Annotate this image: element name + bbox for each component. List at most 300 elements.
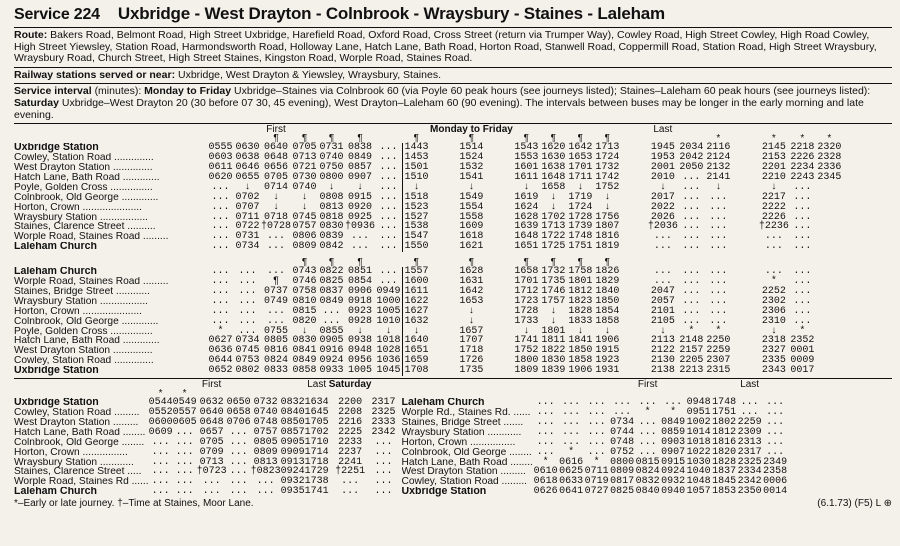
time-cell: 0734 xyxy=(610,416,635,428)
time-cell: 1738 xyxy=(304,476,329,488)
time-cell: ... xyxy=(322,305,341,317)
time-cell: 0905 xyxy=(280,436,305,448)
time-cell: ... xyxy=(341,476,360,488)
time-cell: ... xyxy=(211,231,230,243)
mf-header-cell xyxy=(375,125,403,134)
time-cell: ... xyxy=(793,181,812,193)
time-cell: ... xyxy=(709,231,728,243)
time-cell xyxy=(816,203,843,213)
stop-name: Staines, Clarence Street .......... xyxy=(14,222,156,233)
time-cell: 1748 xyxy=(712,397,737,409)
time-cell: 1758 xyxy=(568,266,593,278)
time-cell: ... xyxy=(256,476,275,488)
time-cell: 2250 xyxy=(706,335,731,347)
stop-name: West Drayton Station ......... xyxy=(14,417,139,428)
time-cell: ↓ xyxy=(357,325,364,337)
time-cell: 1816 xyxy=(595,231,620,243)
time-cell: 1811 xyxy=(541,335,566,347)
time-cell: 0610 xyxy=(533,466,558,478)
time-cell: ... xyxy=(682,201,701,213)
stop-name: Wraysbury Station ............ xyxy=(14,457,134,468)
time-cell: ... xyxy=(211,305,230,317)
time-cell: 1819 xyxy=(595,241,620,253)
time-cell: ... xyxy=(211,211,230,223)
time-cell: 0730 xyxy=(292,171,317,183)
time-cell: ... xyxy=(151,486,170,498)
time-cell xyxy=(732,213,759,223)
time-cell: 0732 xyxy=(253,397,278,409)
time-cell: †2251 xyxy=(335,466,366,478)
time-cell: ... xyxy=(211,315,230,327)
time-cell: 0916 xyxy=(319,345,344,357)
time-cell: 1708 xyxy=(404,365,429,377)
time-cell: 1628 xyxy=(514,211,539,223)
stop-name: Staines, Clarence Street ..... xyxy=(14,467,142,478)
time-cell: 1729 xyxy=(304,466,329,478)
mf-header-cell xyxy=(234,125,261,134)
journey-mark: ¶ xyxy=(413,133,419,145)
time-cell xyxy=(621,317,648,327)
time-cell: 0800 xyxy=(319,171,344,183)
time-cell: 2157 xyxy=(679,345,704,357)
time-cell: ... xyxy=(151,466,170,478)
time-cell: ... xyxy=(374,446,393,458)
time-cell xyxy=(621,366,648,376)
time-cell: 1557 xyxy=(404,266,429,278)
stop-name: Hatch Lane, Bath Road ........ xyxy=(14,427,146,438)
time-cell: 1501 xyxy=(404,161,429,173)
time-cell: ... xyxy=(229,436,248,448)
time-cell: ↓ xyxy=(468,315,475,327)
time-cell: 0748 xyxy=(253,416,278,428)
time-cell: ... xyxy=(267,241,286,253)
time-cell: 0905 xyxy=(319,335,344,347)
time-cell: ... xyxy=(379,152,398,164)
time-cell: 0858 xyxy=(292,365,317,377)
time-cell: 2313 xyxy=(737,436,762,448)
mf-header-cell xyxy=(678,125,705,134)
time-cell: 1752 xyxy=(514,345,539,357)
time-cell: 0544 xyxy=(148,397,173,409)
route-description xyxy=(14,30,892,65)
time-cell: 2201 xyxy=(761,161,786,173)
time-cell: 0632 xyxy=(199,397,224,409)
time-cell: 1653 xyxy=(568,152,593,164)
time-cell: 1659 xyxy=(404,355,429,367)
time-cell: †0936 xyxy=(345,221,376,233)
time-cell: 1822 xyxy=(541,345,566,357)
time-cell: †0723 xyxy=(196,466,227,478)
time-cell: ... xyxy=(766,416,785,428)
time-cell: 0809 xyxy=(292,241,317,253)
time-cell: ... xyxy=(682,266,701,278)
time-cell: 1622 xyxy=(404,295,429,307)
time-cell xyxy=(816,183,843,193)
sat-header-cell: First xyxy=(637,379,658,391)
time-cell: 2226 xyxy=(790,152,815,164)
time-cell: ↓ xyxy=(301,325,308,337)
time-cell: ↓ xyxy=(523,325,530,337)
time-cell: ... xyxy=(562,407,581,418)
time-cell: ... xyxy=(709,191,728,203)
journey-mark: ¶ xyxy=(301,257,308,269)
time-cell: 1645 xyxy=(304,407,329,418)
time-cell: 2213 xyxy=(679,365,704,377)
time-cell xyxy=(732,327,759,337)
time-cell: ... xyxy=(653,231,672,243)
time-cell: 2349 xyxy=(763,456,788,468)
time-cell: ... xyxy=(709,266,728,278)
stop-name: Cowley, Station Road ......... xyxy=(401,477,528,488)
time-cell: 0006 xyxy=(763,476,788,488)
time-cell: 1527 xyxy=(404,211,429,223)
time-cell: 1711 xyxy=(568,171,593,183)
time-cell: ... xyxy=(211,241,230,253)
time-cell: 0557 xyxy=(172,407,197,418)
time-cell: ... xyxy=(587,446,606,458)
time-cell: 0813 xyxy=(253,456,278,468)
time-cell: 2141 xyxy=(706,171,731,183)
mf-marks-cell xyxy=(14,134,207,143)
time-cell: ↓ xyxy=(273,201,280,213)
railway-label: Railway stations served or near: xyxy=(14,68,176,81)
time-cell: 0711 xyxy=(584,466,609,478)
time-cell: 1732 xyxy=(595,161,620,173)
time-cell: ... xyxy=(709,305,728,317)
time-cell xyxy=(621,297,648,307)
time-cell: 0706 xyxy=(226,416,251,428)
time-cell xyxy=(732,287,759,297)
time-cell: ... xyxy=(175,436,194,448)
time-cell: 1800 xyxy=(514,355,539,367)
time-cell: 0924 xyxy=(280,466,305,478)
time-cell: 0824 xyxy=(264,355,289,367)
time-cell: 0832 xyxy=(635,476,660,488)
time-cell: 2259 xyxy=(706,345,731,357)
time-cell: ↓ xyxy=(385,325,392,337)
saturday-section xyxy=(14,380,892,497)
time-cell: ... xyxy=(211,295,230,307)
footer xyxy=(14,498,892,509)
time-cell: 1748 xyxy=(568,231,593,243)
time-cell: ... xyxy=(229,476,248,488)
stop-name: Staines, Bridge Street ....... xyxy=(401,417,524,428)
time-cell: ... xyxy=(587,426,606,438)
time-cell: 2342 xyxy=(371,426,396,438)
time-cell: 0641 xyxy=(559,486,584,498)
time-cell xyxy=(621,307,648,317)
time-cell: 2101 xyxy=(650,305,675,317)
time-cell: 1828 xyxy=(568,305,593,317)
time-cell xyxy=(621,346,648,356)
time-cell: 1642 xyxy=(568,142,593,154)
time-cell: ... xyxy=(229,466,248,478)
time-cell: 1640 xyxy=(404,335,429,347)
time-cell: 1801 xyxy=(541,325,566,337)
time-cell xyxy=(816,213,843,223)
time-cell: 1541 xyxy=(459,171,484,183)
time-cell: 2210 xyxy=(761,171,786,183)
time-cell: ... xyxy=(238,276,257,288)
time-cell: 0830 xyxy=(319,221,344,233)
time-cell: ... xyxy=(351,231,370,243)
time-cell: 1532 xyxy=(459,161,484,173)
stop-name: Laleham Church xyxy=(401,398,485,408)
stop-name: Wraysbury Station ................. xyxy=(14,296,148,307)
time-cell: 1757 xyxy=(541,295,566,307)
time-cell: 1658 xyxy=(514,266,539,278)
time-cell: ↓ xyxy=(273,191,280,203)
journey-mark: ¶ xyxy=(523,257,530,269)
time-cell: 1733 xyxy=(514,315,539,327)
time-cell: 1005 xyxy=(348,365,373,377)
divider xyxy=(14,83,892,84)
time-cell: ... xyxy=(229,426,248,438)
time-cell: 1651 xyxy=(514,241,539,253)
interval-prefix: (minutes): xyxy=(94,85,142,98)
time-cell: 1036 xyxy=(376,355,401,367)
time-cell: 1906 xyxy=(568,365,593,377)
time-cell: 0552 xyxy=(148,407,173,418)
stop-name: Staines, Bridge Street ............ xyxy=(14,286,150,297)
time-cell: 2010 xyxy=(650,171,675,183)
time-cell: ... xyxy=(374,456,393,468)
mf-header-cell: First xyxy=(266,124,286,136)
time-cell: 0842 xyxy=(319,241,344,253)
time-cell: 0638 xyxy=(235,152,260,164)
time-cell: 0857 xyxy=(280,426,305,438)
stop-name: Worple Road, Staines Rd ...... xyxy=(14,477,149,488)
time-cell: ... xyxy=(175,476,194,488)
time-cell: ... xyxy=(379,201,398,213)
time-cell: * xyxy=(568,446,575,458)
time-cell: ... xyxy=(374,466,393,478)
time-cell: ... xyxy=(379,241,398,253)
time-cell: ... xyxy=(793,241,812,253)
footer-code: (6.1.73) (F5) L ⊕ xyxy=(817,498,892,510)
time-cell: 1002 xyxy=(686,416,711,428)
mf-header-cell xyxy=(732,125,759,134)
time-cell: ... xyxy=(638,416,657,428)
time-cell: 2105 xyxy=(650,315,675,327)
time-cell: †2236 xyxy=(758,221,789,233)
time-cell: 0935 xyxy=(280,486,305,498)
time-cell: ... xyxy=(229,456,248,468)
time-cell: 0001 xyxy=(790,345,815,357)
time-cell: ... xyxy=(682,191,701,203)
time-cell: 0928 xyxy=(348,315,373,327)
time-cell: 2225 xyxy=(338,426,363,438)
time-cell: 2047 xyxy=(650,285,675,297)
time-cell xyxy=(621,287,648,297)
time-cell: 1809 xyxy=(514,365,539,377)
sat-header-cell: Last xyxy=(740,379,760,391)
time-cell: 0753 xyxy=(235,355,260,367)
time-cell: ... xyxy=(536,446,555,458)
time-cell: 2317 xyxy=(371,397,396,409)
time-cell: 1705 xyxy=(304,416,329,428)
time-cell: 0815 xyxy=(635,456,660,468)
time-cell: ... xyxy=(238,266,257,278)
time-cell: ... xyxy=(379,171,398,183)
time-cell: ... xyxy=(379,181,398,193)
time-cell: ... xyxy=(766,446,785,458)
time-cell xyxy=(621,356,648,366)
time-cell: * xyxy=(593,456,600,468)
time-cell: ↓ xyxy=(770,181,777,193)
time-cell: 1648 xyxy=(514,231,539,243)
time-cell: 2124 xyxy=(706,152,731,164)
time-cell: 1022 xyxy=(686,446,711,458)
time-cell: 2138 xyxy=(650,365,675,377)
time-cell xyxy=(621,193,648,203)
time-cell: 1735 xyxy=(459,365,484,377)
time-cell: 0648 xyxy=(264,152,289,164)
time-cell: ↓ xyxy=(550,305,557,317)
mf-header-cell xyxy=(207,125,234,134)
time-cell: ... xyxy=(211,191,230,203)
time-cell: 0721 xyxy=(292,161,317,173)
time-cell: 1837 xyxy=(712,466,737,478)
time-cell: 1631 xyxy=(459,276,484,288)
journey-mark: ¶ xyxy=(413,257,419,269)
time-cell xyxy=(732,222,759,232)
time-cell: ... xyxy=(764,266,783,278)
interval-label: Service interval xyxy=(14,85,92,98)
time-cell: 0640 xyxy=(264,142,289,154)
time-cell: * xyxy=(688,325,695,337)
divider xyxy=(14,378,892,379)
time-cell: 0822 xyxy=(319,266,344,278)
time-cell: ... xyxy=(709,201,728,213)
time-cell: 1728 xyxy=(568,211,593,223)
time-cell: ... xyxy=(562,397,581,409)
journey-mark xyxy=(621,134,648,143)
time-cell: 0748 xyxy=(610,436,635,448)
time-cell: 0731 xyxy=(319,142,344,154)
route-label: Route: xyxy=(14,29,48,41)
time-cell: 2343 xyxy=(761,365,786,377)
time-cell: ... xyxy=(351,241,370,253)
time-cell: 0626 xyxy=(533,486,558,498)
time-cell xyxy=(732,143,759,153)
time-cell: 1915 xyxy=(595,345,620,357)
time-cell: 0949 xyxy=(376,285,401,297)
time-cell: 0757 xyxy=(253,426,278,438)
stop-name: Poyle, Golden Cross ............... xyxy=(14,326,153,337)
time-cell: 0933 xyxy=(319,365,344,377)
stop-name: Worple Rd., Staines Rd. ...... xyxy=(401,408,531,418)
time-cell: 1550 xyxy=(404,241,429,253)
time-cell: ... xyxy=(653,241,672,253)
time-cell xyxy=(732,366,759,376)
time-cell: 1611 xyxy=(404,285,429,297)
time-cell: 1651 xyxy=(404,345,429,357)
time-cell: 0849 xyxy=(661,416,686,428)
time-cell: 1746 xyxy=(541,285,566,297)
time-cell: 1732 xyxy=(541,266,566,278)
time-cell: 0755 xyxy=(264,325,289,337)
time-cell xyxy=(732,346,759,356)
time-cell: 0745 xyxy=(292,211,317,223)
time-cell: 1453 xyxy=(404,152,429,164)
time-cell: 0849 xyxy=(292,355,317,367)
time-cell: ... xyxy=(682,221,701,233)
time-cell: ... xyxy=(638,426,657,438)
time-cell: 2050 xyxy=(679,161,704,173)
time-cell: 0830 xyxy=(292,335,317,347)
time-cell: 0802 xyxy=(235,365,260,377)
time-cell: 0620 xyxy=(208,171,233,183)
time-cell: 0705 xyxy=(292,142,317,154)
time-cell: 1741 xyxy=(304,486,329,498)
time-cell xyxy=(732,267,759,277)
time-cell: 1812 xyxy=(568,285,593,297)
stop-name: Cowley, Station Road ......... xyxy=(14,408,140,418)
time-cell: ... xyxy=(709,241,728,253)
time-cell: ↓ xyxy=(770,325,777,337)
time-cell: 2342 xyxy=(737,476,762,488)
time-cell xyxy=(816,356,843,366)
time-cell: 0918 xyxy=(348,295,373,307)
sat-header-cell xyxy=(660,380,686,389)
time-cell: 1609 xyxy=(459,221,484,233)
time-cell xyxy=(732,183,759,193)
time-cell: ... xyxy=(682,295,701,307)
time-cell: ... xyxy=(740,407,759,418)
stop-name: Colnbrook, Old George ........ xyxy=(401,447,532,458)
sat-header-cell xyxy=(533,380,559,389)
journey-mark: ¶ xyxy=(604,257,611,269)
time-cell: ... xyxy=(211,285,230,297)
stop-name: Cowley, Station Road .............. xyxy=(14,356,154,367)
time-cell: 0009 xyxy=(790,355,815,367)
time-cell: 1627 xyxy=(404,305,429,317)
time-cell xyxy=(816,336,843,346)
time-cell: ... xyxy=(379,211,398,223)
time-cell: 0646 xyxy=(235,161,260,173)
time-cell xyxy=(732,173,759,183)
time-cell: 1735 xyxy=(541,276,566,288)
time-cell: 0709 xyxy=(199,446,224,458)
time-cell: 0832 xyxy=(280,397,305,409)
time-cell: 0636 xyxy=(208,345,233,357)
journey-mark: ¶ xyxy=(468,133,475,145)
time-cell: ... xyxy=(709,295,728,307)
time-cell: 0657 xyxy=(199,426,224,438)
time-cell: 2218 xyxy=(790,142,815,154)
time-cell: 1751 xyxy=(712,407,737,418)
time-cell: ... xyxy=(764,231,783,243)
time-cell: 0731 xyxy=(235,231,260,243)
time-cell: 0749 xyxy=(264,295,289,307)
time-cell: 0839 xyxy=(319,231,344,243)
time-cell: ... xyxy=(211,276,230,288)
sat-header-cell xyxy=(371,380,395,389)
time-cell: 1820 xyxy=(712,446,737,458)
sat-header-cell xyxy=(14,380,149,389)
time-cell: 2233 xyxy=(338,436,363,448)
time-cell: 0640 xyxy=(199,407,224,418)
time-cell: ... xyxy=(536,407,555,418)
time-cell: 1839 xyxy=(541,365,566,377)
stop-name: Hatch Lane, Bath Road ............. xyxy=(14,172,160,183)
time-cell: ↓ xyxy=(301,191,308,203)
time-cell: 1621 xyxy=(459,241,484,253)
time-cell: ... xyxy=(536,416,555,428)
time-cell: ... xyxy=(793,285,812,297)
time-cell xyxy=(816,297,843,307)
